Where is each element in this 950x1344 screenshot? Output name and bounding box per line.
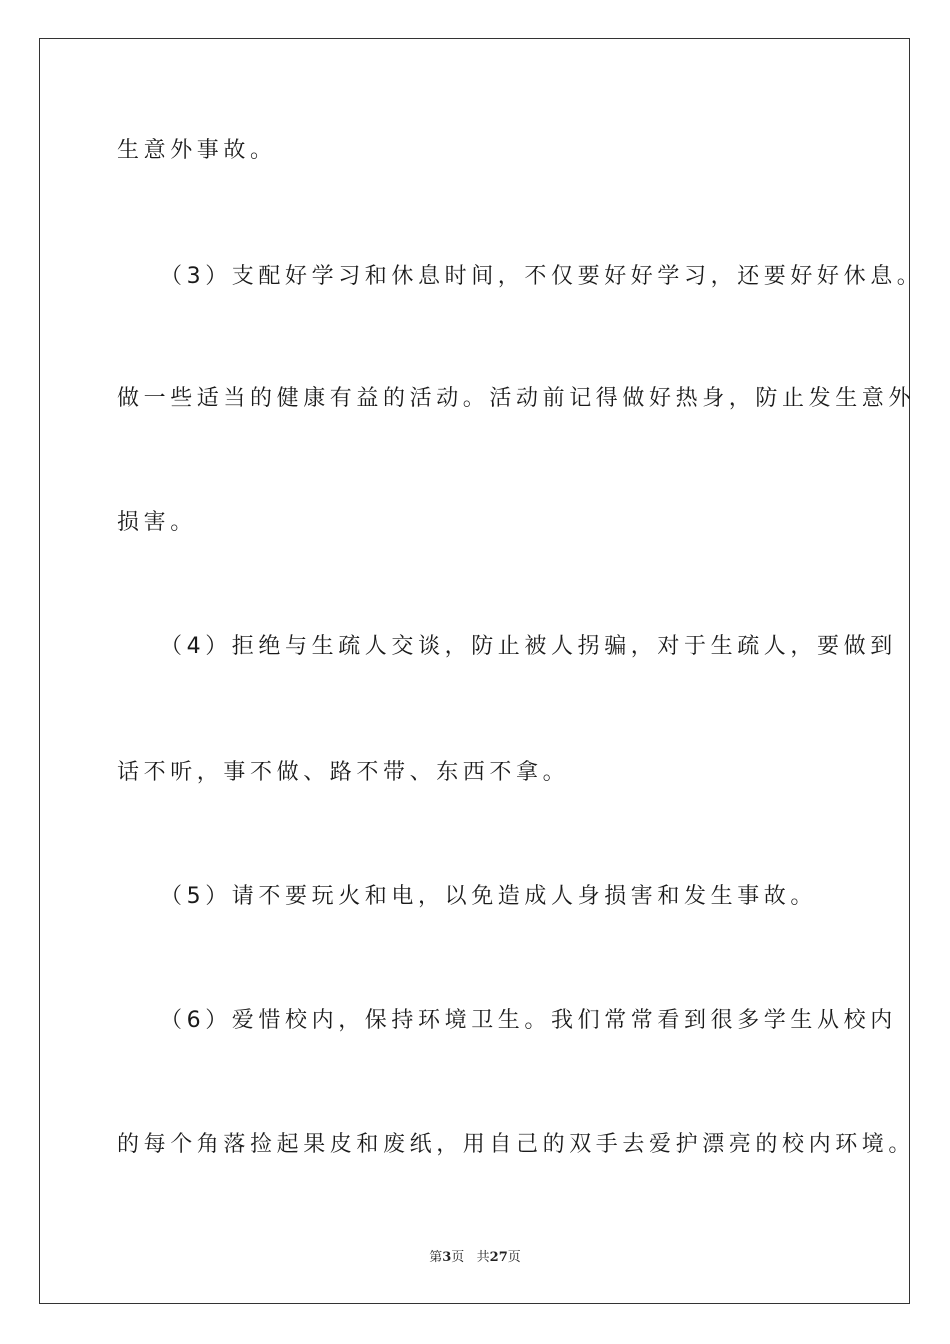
page-footer <box>0 1246 950 1265</box>
paragraph-item-5: （5）请不要玩火和电，以免造成人身损害和发生事故。 <box>160 884 817 909</box>
footer-page-total: 27 <box>489 1250 508 1265</box>
page-border <box>39 38 910 1304</box>
footer-page-prefix: 第 <box>429 1250 443 1265</box>
text-line-continuation: 损害。 <box>117 510 197 535</box>
footer-page-mid: 页 共 <box>451 1250 490 1265</box>
paragraph-item-4: （4）拒绝与生疏人交谈，防止被人拐骗，对于生疏人，要做到 <box>160 634 897 659</box>
text-line-continuation: 生意外事故。 <box>117 138 277 163</box>
paragraph-item-3: （3）支配好学习和休息时间，不仅要好好学习，还要好好休息。 <box>160 264 924 289</box>
footer-page-suffix: 页 <box>507 1250 521 1265</box>
paragraph-item-6: （6）爱惜校内，保持环境卫生。我们常常看到很多学生从校内 <box>160 1008 897 1033</box>
text-line-continuation: 的每个角落捡起果皮和废纸，用自己的双手去爱护漂亮的校内环境。 <box>117 1132 916 1157</box>
footer-page-current: 3 <box>442 1250 452 1265</box>
text-line-continuation: 话不听，事不做、路不带、东西不拿。 <box>117 760 570 785</box>
text-line-continuation: 做一些适当的健康有益的活动。活动前记得做好热身，防止发生意外 <box>117 386 916 411</box>
